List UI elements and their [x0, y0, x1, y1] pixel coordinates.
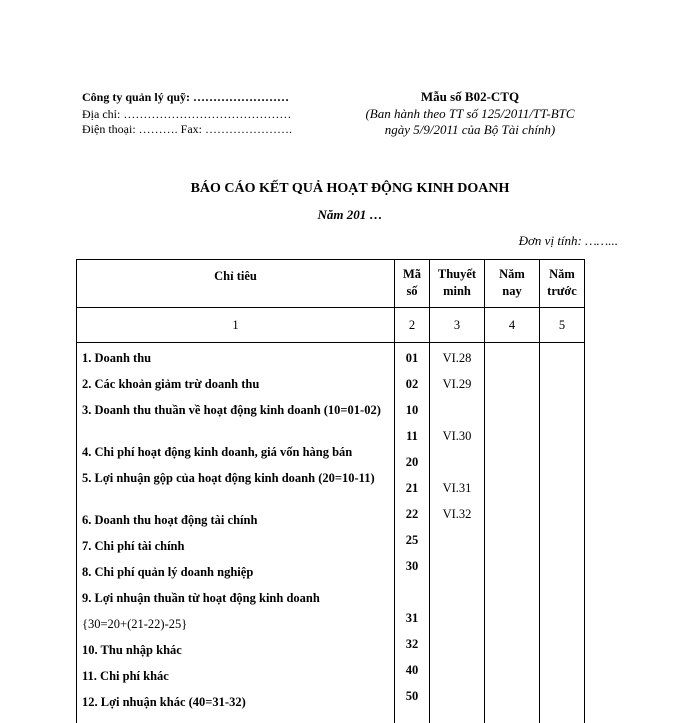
current-year-column	[485, 343, 540, 723]
item-code: 22	[400, 505, 424, 531]
item-code: 10	[400, 401, 424, 427]
item-code: 02	[400, 375, 424, 401]
item-formula: {30=20+(21-22)-25}	[82, 615, 389, 641]
item-name: 8. Chi phí quản lý doanh nghiệp	[82, 563, 389, 589]
item-code: 25	[400, 531, 424, 557]
address-line: Địa chỉ: ……………………………………	[82, 107, 291, 122]
item-code: 31	[400, 609, 424, 635]
item-code: 21	[400, 479, 424, 505]
codes-column	[395, 343, 430, 723]
item-code: 11	[400, 427, 424, 453]
item-note: VI.31	[435, 479, 479, 505]
header-row	[77, 260, 585, 308]
item-code: 50	[400, 687, 424, 713]
items-column	[77, 343, 395, 723]
item-name: 5. Lợi nhuận gộp của hoạt động kinh doanh (20=10-11)	[82, 469, 389, 511]
col-number: 1	[77, 308, 395, 343]
issued-line-2: ngày 5/9/2011 của Bộ Tài chính)	[330, 122, 610, 138]
form-code: Mẫu số B02-CTQ	[330, 89, 610, 105]
header-chi-tieu: Chỉ tiêu	[77, 260, 395, 308]
item-code: 01	[400, 349, 424, 375]
phone-fax-line: Điện thoại: ………. Fax: ………………….	[82, 122, 292, 137]
item-name: 10. Thu nhập khác	[82, 641, 389, 667]
item-note: VI.32	[435, 505, 479, 531]
item-code: 32	[400, 635, 424, 661]
header-thuyet-minh: Thuyết minh	[430, 260, 485, 308]
notes-column	[430, 343, 485, 723]
unit-line: Đơn vị tính: ……...	[519, 233, 618, 249]
item-name: 4. Chi phí hoạt động kinh doanh, giá vốn hàng bán	[82, 443, 389, 469]
item-name: 2. Các khoản giảm trừ doanh thu	[82, 375, 389, 401]
col-number: 3	[430, 308, 485, 343]
item-note: VI.30	[435, 427, 479, 479]
issued-line-1: (Ban hành theo TT số 125/2011/TT-BTC	[330, 106, 610, 122]
item-name: 11. Chi phí khác	[82, 667, 389, 693]
item-note: VI.29	[435, 375, 479, 427]
item-note: VI.28	[435, 349, 479, 375]
col-number: 5	[540, 308, 585, 343]
item-name: 7. Chi phí tài chính	[82, 537, 389, 563]
report-year: Năm 201 …	[0, 207, 700, 223]
item-name: 12. Lợi nhuận khác (40=31-32)	[82, 693, 389, 719]
header-nam-nay: Năm nay	[485, 260, 540, 308]
company-line: Công ty quản lý quỹ: ……………………	[82, 90, 289, 105]
table-body	[77, 343, 585, 723]
income-statement-table	[76, 259, 585, 723]
header-ma-so: Mã số	[395, 260, 430, 308]
previous-year-column	[540, 343, 585, 723]
item-code: 40	[400, 661, 424, 687]
item-name: 9. Lợi nhuận thuần từ hoạt động kinh doanh	[82, 589, 389, 615]
numbering-row	[77, 308, 585, 343]
item-code: 30	[400, 557, 424, 609]
item-name: 6. Doanh thu hoạt động tài chính	[82, 511, 389, 537]
item-name: 3. Doanh thu thuần về hoạt động kinh doanh (10=01-02)	[82, 401, 389, 443]
col-number: 2	[395, 308, 430, 343]
col-number: 4	[485, 308, 540, 343]
item-name: 1. Doanh thu	[82, 349, 389, 375]
item-code: 20	[400, 453, 424, 479]
report-title: BÁO CÁO KẾT QUẢ HOẠT ĐỘNG KINH DOANH	[0, 181, 700, 197]
header-nam-truoc: Năm trước	[540, 260, 585, 308]
